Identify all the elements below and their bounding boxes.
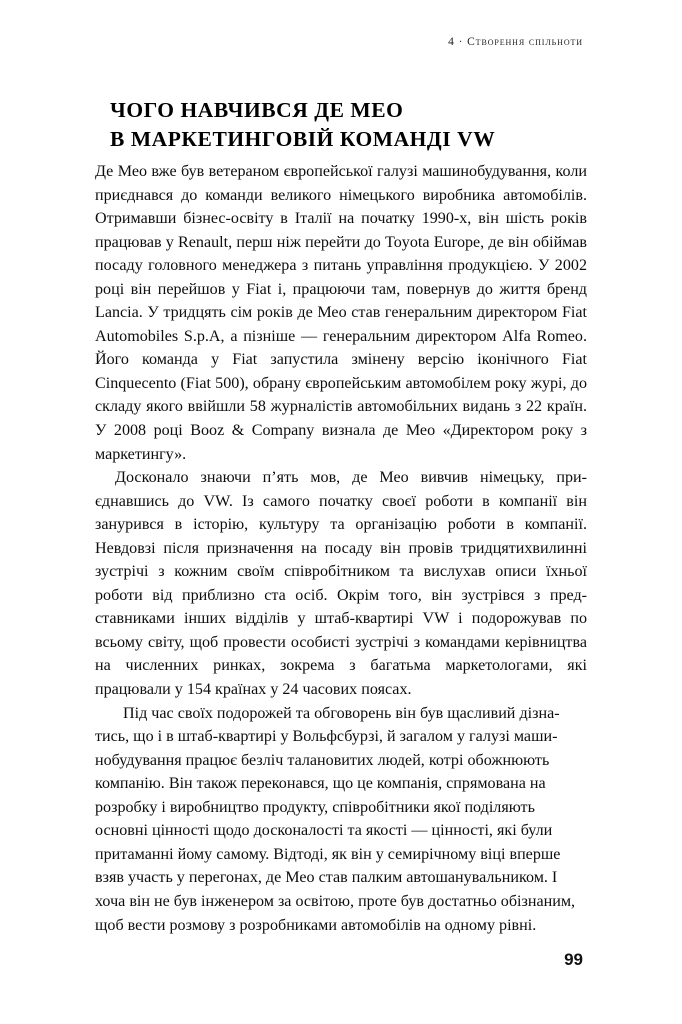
body-text (95, 160, 587, 937)
chapter-title-line-2: В МАРКЕТИНГОВІЙ КОМАНДІ VW (110, 127, 496, 151)
paragraph: Під час своїх подорожей та обговорень він був щасливий дізнатись, що і в штаб-квартирі у Вольфсбурзі, й загалом у галузі машинобудування працює безліч талановитих людей, котрі обожнюють компанію. Він також переконався, що це компанія, спрямована на розробку і виробництво продукту, співробітники якої поділяють основні цінності щодо досконалості та якості — цінності, які були притаманні йому самому. Відтоді, як він у семирічному віці вперше взяв участь у перегонах, де Мео став палким автошанувальником. І хоча він не був інженером за освітою, проте був достатньо обізнаним, щоб вести розмову з розробниками автомобілів на одному рівні. (95, 704, 576, 934)
chapter-title-line-1: ЧОГО НАВЧИВСЯ ДЕ МЕО (110, 98, 404, 122)
running-head: 4 · Створення спільноти (448, 36, 583, 48)
page-number: 99 (564, 950, 583, 969)
paragraph: Де Мео вже був ветераном європейської галузі машинобудування, коли приєднався до команди великого німецького виробника автомобілів. Отримавши бізнес-освіту в Італії на початку 1990-х, він шість років працював у Renault, перш ніж перейти до Toyota Europe, де він обіймав посаду головного менеджера з питань управління продукцією. У 2002 році він перейшов у Fiat i, працюючи там, повернув до життя бренд Lancia. У тридцять сім років де Мео став генеральним директором Fiat Automobiles S.p.A, а пізніше — генеральним директором Alfa Romeo. Його команда у Fiat запустила змінену версію іконічного Fiat Cinquecento (Fiat 500), обрану європейським автомобілем року журі, до складу якого ввійшли 58 журналістів автомобільних видань з 22 країн. У 2008 році Booz & Company визнала де Мео «Директором року з маркетингу». (95, 163, 587, 463)
chapter-title (110, 96, 587, 154)
paragraph: Досконало знаючи п’ять мов, де Мео вивчив німецьку, приєднавшись до VW. Із самого початку своєї роботи в компанії він занурився в історію, культуру та організацію роботи в компанії. Невдовзі після призначення на посаду він провів тридцятихвилинні зустрічі з кожним своїм співробітником та вислухав описи їхньої роботи від приблизно ста осіб. Окрім того, він зустрівся з представниками інших відділів у штаб-квартирі VW і подорожував по всьому світу, щоб провести особисті зустрічі з командами керівництва на численних ринках, зокрема з багатьма маркетологами, які працювали у 154 країнах у 24 часових поясах. (95, 469, 587, 699)
